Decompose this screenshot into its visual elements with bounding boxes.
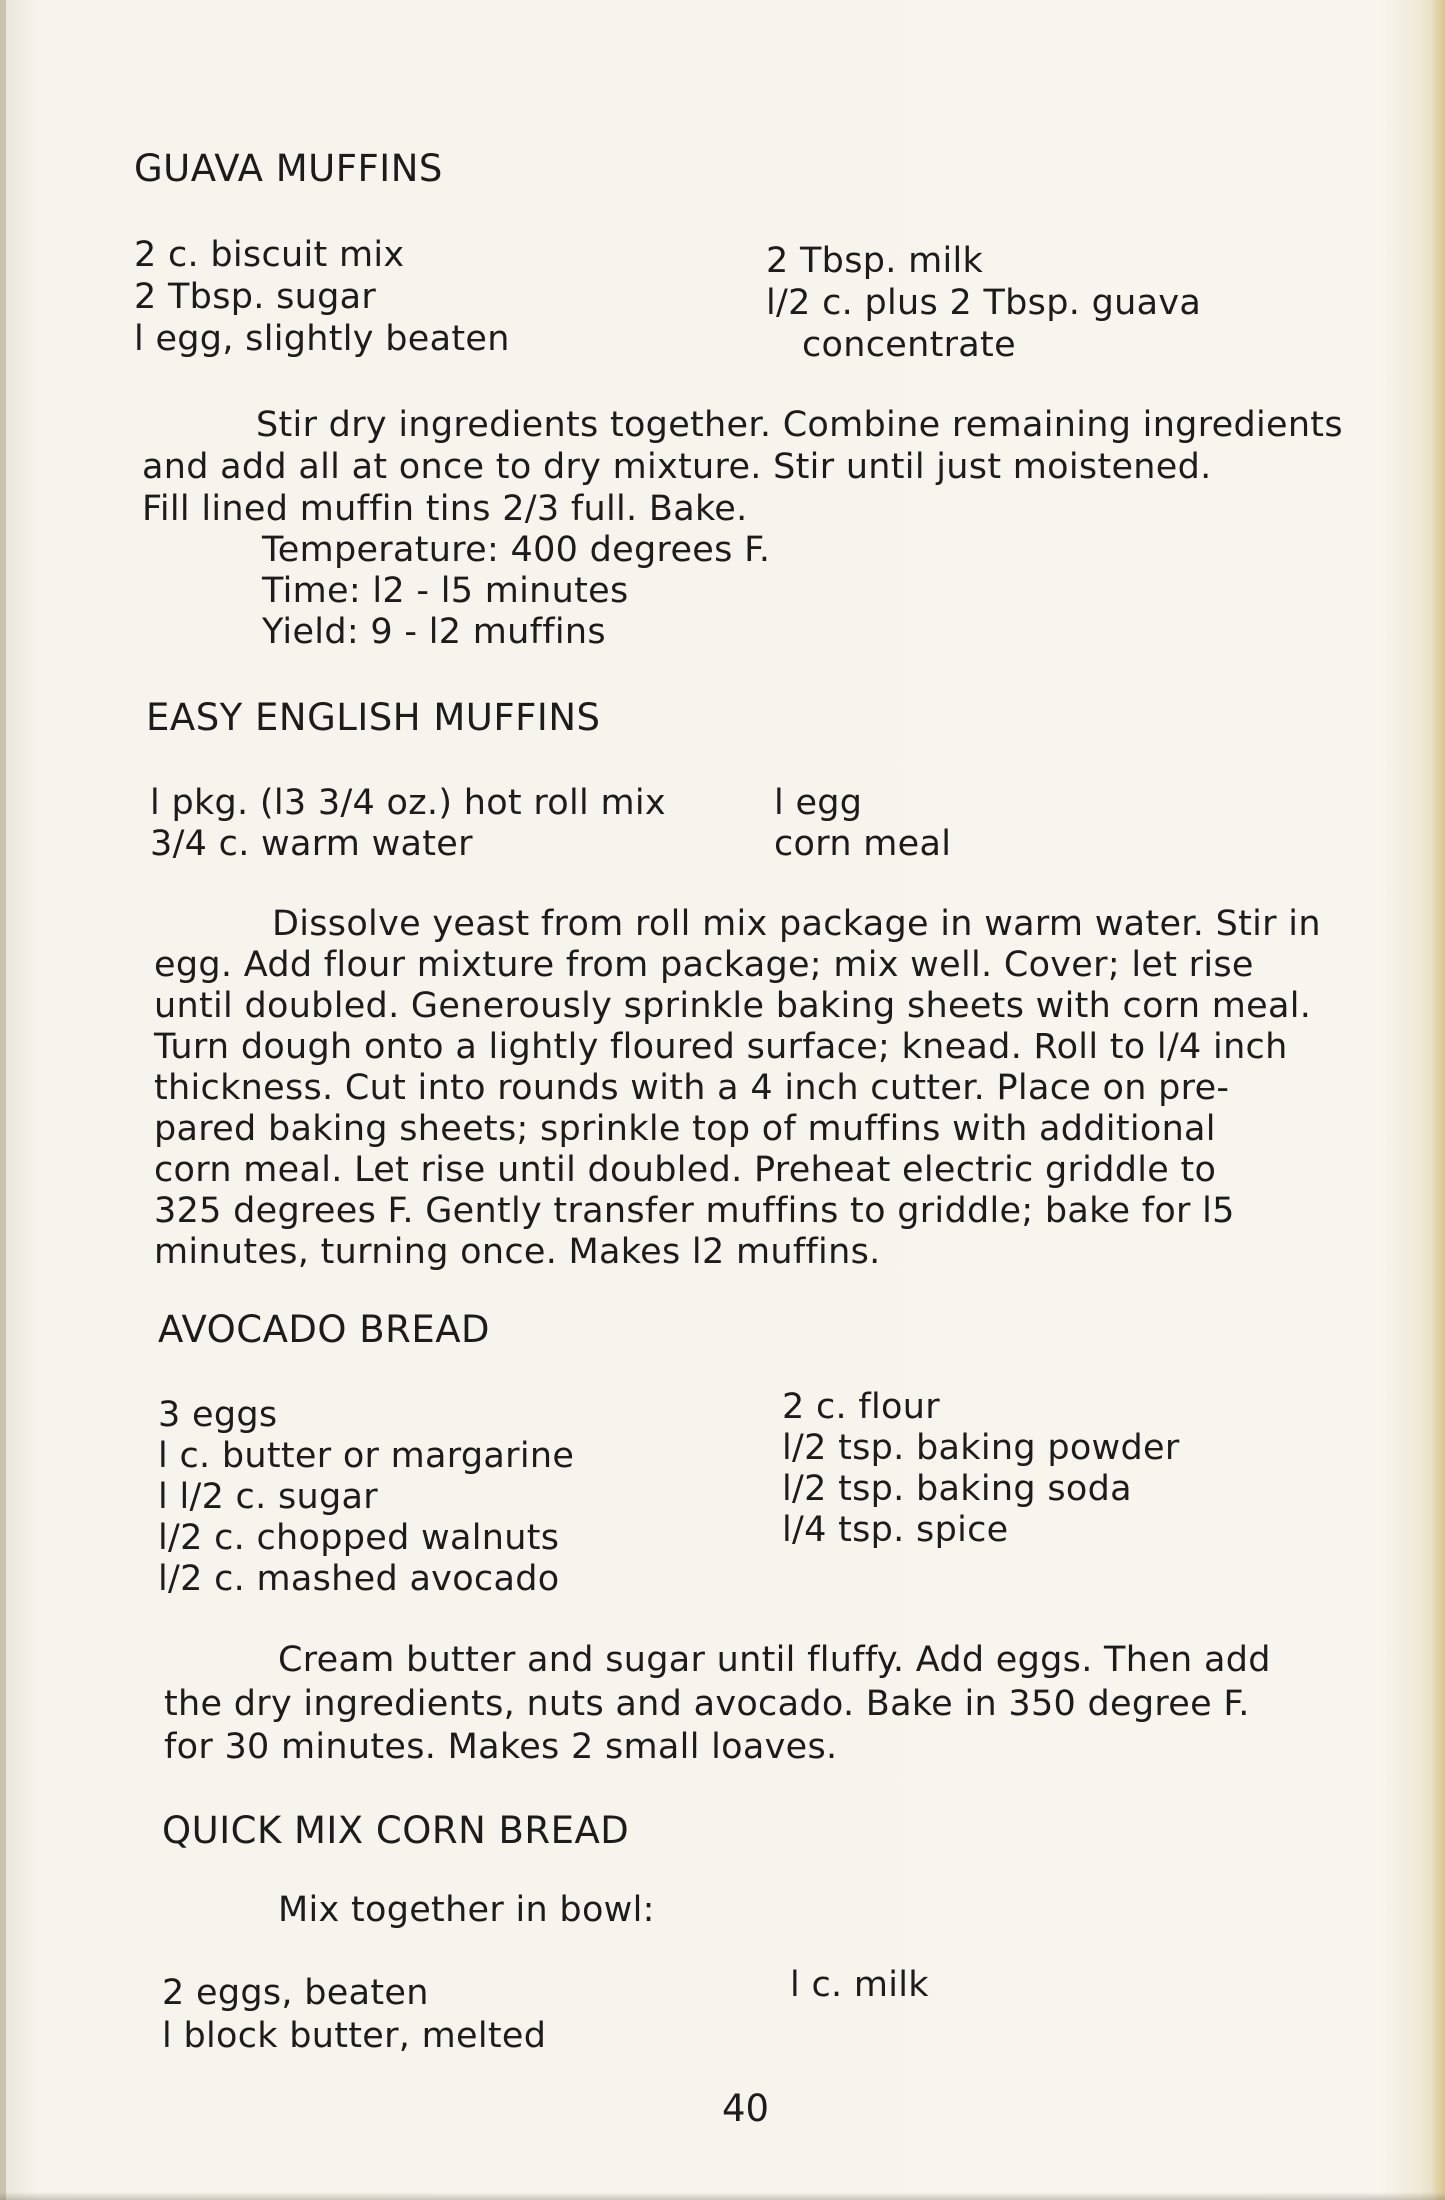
recipe-title-easy-english-muffins: EASY ENGLISH MUFFINS: [146, 696, 601, 739]
instruction-line: and add all at once to dry mixture. Stir until just moistened.: [142, 447, 1212, 487]
instruction-line: egg. Add flour mixture from package; mix well. Cover; let rise: [154, 945, 1254, 985]
ingredient: l/2 tsp. baking soda: [782, 1469, 1132, 1509]
ingredient: l egg, slightly beaten: [134, 319, 510, 359]
page-left-edge: [0, 0, 6, 2200]
ingredient: l pkg. (l3 3/4 oz.) hot roll mix: [150, 783, 666, 823]
instruction-line: the dry ingredients, nuts and avocado. Bake in 350 degree F.: [164, 1684, 1250, 1724]
ingredients-right-quick-mix-corn-bread: [790, 1964, 929, 2007]
instruction-line: Fill lined muffin tins 2/3 full. Bake.: [142, 489, 748, 529]
ingredient: corn meal: [774, 824, 952, 864]
instruction-line: until doubled. Generously sprinkle baking sheets with corn meal.: [154, 986, 1312, 1026]
ingredient: l c. butter or margarine: [158, 1436, 575, 1476]
instruction-line: for 30 minutes. Makes 2 small loaves.: [164, 1727, 838, 1767]
page-number: 40: [722, 2087, 770, 2130]
instruction-line: Cream butter and sugar until fluffy. Add eggs. Then add: [278, 1640, 1271, 1680]
ingredient: 2 c. biscuit mix: [134, 235, 405, 275]
ingredient: 2 c. flour: [782, 1387, 940, 1427]
ingredients-left-easy-english-muffins: [150, 783, 666, 865]
ingredient: l/2 c. mashed avocado: [158, 1559, 560, 1599]
instruction-line: pared baking sheets; sprinkle top of muffins with additional: [154, 1109, 1216, 1149]
recipe-title-quick-mix-corn-bread: QUICK MIX CORN BREAD: [162, 1809, 630, 1852]
instruction-line: Dissolve yeast from roll mix package in warm water. Stir in: [272, 904, 1321, 944]
instruction-line: Stir dry ingredients together. Combine remaining ingredients: [256, 405, 1343, 445]
page-bottom-edge: [0, 2192, 1445, 2200]
instruction-line: 325 degrees F. Gently transfer muffins to griddle; bake for l5: [154, 1191, 1235, 1231]
ingredient: 2 Tbsp. sugar: [134, 277, 377, 317]
detail-temperature: Temperature: 400 degrees F.: [262, 530, 771, 570]
ingredient: concentrate: [802, 325, 1016, 365]
ingredients-right-avocado-bread: [782, 1387, 1180, 1551]
ingredient: 3/4 c. warm water: [150, 824, 473, 864]
instruction-line: corn meal. Let rise until doubled. Preheat electric griddle to: [154, 1150, 1217, 1190]
recipe-intro: Mix together in bowl:: [278, 1890, 655, 1930]
instruction-line: thickness. Cut into rounds with a 4 inch cutter. Place on pre-: [154, 1068, 1230, 1108]
ingredient: 2 eggs, beaten: [162, 1973, 429, 2013]
instruction-line: Turn dough onto a lightly floured surface; knead. Roll to l/4 inch: [154, 1027, 1288, 1067]
recipe-title-avocado-bread: AVOCADO BREAD: [158, 1308, 491, 1351]
ingredient: l/2 tsp. baking powder: [782, 1428, 1180, 1468]
ingredients-right-guava-muffins: [766, 240, 1201, 366]
ingredient: l l/2 c. sugar: [158, 1477, 378, 1517]
recipe-title-guava-muffins: GUAVA MUFFINS: [134, 147, 443, 190]
ingredient: 3 eggs: [158, 1395, 278, 1435]
page-right-edge: [1431, 0, 1445, 2200]
ingredients-left-guava-muffins: [134, 234, 510, 360]
ingredient: l/2 c. plus 2 Tbsp. guava: [766, 283, 1202, 323]
detail-yield: Yield: 9 - l2 muffins: [262, 612, 606, 652]
detail-time: Time: l2 - l5 minutes: [262, 571, 629, 611]
ingredient: l egg: [774, 783, 863, 823]
ingredients-left-avocado-bread: [158, 1395, 574, 1600]
instruction-line: minutes, turning once. Makes l2 muffins.: [154, 1232, 881, 1272]
ingredient: l block butter, melted: [162, 2016, 547, 2056]
ingredients-right-easy-english-muffins: [774, 783, 951, 865]
ingredient: 2 Tbsp. milk: [766, 241, 984, 281]
details-guava-muffins: [262, 530, 770, 653]
ingredient: l/2 c. chopped walnuts: [158, 1518, 560, 1558]
ingredients-left-quick-mix-corn-bread: [162, 1972, 546, 2058]
ingredient: l c. milk: [790, 1965, 929, 2005]
ingredient: l/4 tsp. spice: [782, 1510, 1009, 1550]
